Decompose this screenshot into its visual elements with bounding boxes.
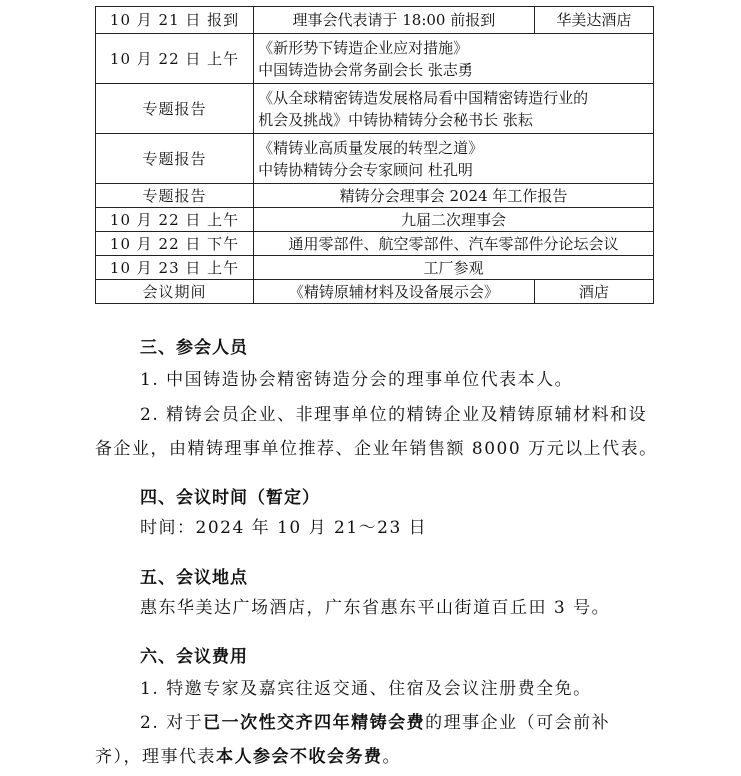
meeting-time: 时间：2024 年 10 月 21～23 日	[140, 518, 428, 538]
fees-item-2-text: 齐），理事代表	[95, 747, 216, 767]
fees-item-2-text: 。	[382, 747, 401, 767]
schedule-date: 10 月 23 日 上午	[96, 256, 254, 280]
table-row	[96, 84, 654, 134]
attendees-item-1: 1. 中国铸造协会精密铸造分会的理事单位代表本人。	[140, 370, 574, 390]
schedule-content: 《精铸原辅材料及设备展示会》	[254, 280, 535, 304]
schedule-venue: 华美达酒店	[534, 7, 653, 34]
fees-item-2-emphasis: 本人参会不收会务费	[216, 747, 383, 767]
schedule-content: 九届二次理事会	[254, 208, 654, 232]
attendees-item-2-line-2: 备企业，由精铸理事单位推荐、企业年销售额 8000 万元以上代表。	[95, 439, 658, 459]
schedule-table	[95, 6, 654, 304]
table-row	[96, 7, 654, 34]
schedule-content	[254, 34, 654, 84]
schedule-date: 专题报告	[96, 184, 254, 208]
table-row	[96, 208, 654, 232]
schedule-date: 10 月 22 日 下午	[96, 232, 254, 256]
table-row	[96, 34, 654, 84]
meeting-location: 惠东华美达广场酒店，广东省惠东平山街道百丘田 3 号。	[140, 598, 611, 618]
schedule-date: 10 月 22 日 上午	[96, 34, 254, 84]
fees-item-2-text: 的理事企业（可会前补	[425, 713, 611, 733]
fees-item-2-emphasis: 已一次性交齐四年精铸会费	[203, 713, 426, 733]
fees-item-2-line-1	[140, 707, 660, 740]
schedule-content-line: 中铸协精铸分会专家顾问 杜孔明	[258, 160, 473, 179]
schedule-content: 工厂参观	[254, 256, 654, 280]
section-heading-attendees: 三、参会人员	[140, 338, 248, 358]
schedule-venue: 酒店	[534, 280, 653, 304]
table-row	[96, 256, 654, 280]
table-row	[96, 134, 654, 184]
schedule-date: 10 月 21 日 报到	[96, 7, 254, 34]
fees-item-2-line-2	[95, 741, 675, 774]
attendees-item-2-line-1: 2. 精铸会员企业、非理事单位的精铸企业及精铸原辅材料和设	[140, 405, 648, 425]
schedule-date: 专题报告	[96, 84, 254, 134]
section-heading-location: 五、会议地点	[140, 568, 248, 588]
table-row	[96, 280, 654, 304]
schedule-content: 精铸分会理事会 2024 年工作报告	[254, 184, 654, 208]
fees-item-1: 1. 特邀专家及嘉宾往返交通、住宿及会议注册费全免。	[140, 679, 592, 699]
schedule-content-line: 《新形势下铸造企业应对措施》	[258, 38, 469, 57]
table-row	[96, 232, 654, 256]
schedule-date: 会议期间	[96, 280, 254, 304]
schedule-date: 专题报告	[96, 134, 254, 184]
schedule-content: 通用零部件、航空零部件、汽车零部件分论坛会议	[254, 232, 654, 256]
schedule-content	[254, 134, 654, 184]
schedule-content-line: 中国铸造协会常务副会长 张志勇	[258, 60, 473, 79]
schedule-content-line: 机会及挑战》中铸协精铸分会秘书长 张耘	[258, 110, 533, 129]
schedule-date: 10 月 22 日 上午	[96, 208, 254, 232]
schedule-content-line: 《精铸业高质量发展的转型之道》	[258, 138, 484, 157]
schedule-content	[254, 84, 654, 134]
table-row	[96, 184, 654, 208]
section-heading-time: 四、会议时间（暂定）	[140, 488, 320, 508]
section-heading-fees: 六、会议费用	[140, 647, 248, 667]
schedule-content: 理事会代表请于 18:00 前报到	[254, 7, 535, 34]
schedule-content-line: 《从全球精密铸造发展格局看中国精密铸造行业的	[258, 88, 589, 107]
fees-item-2-text: 2. 对于	[140, 713, 204, 733]
